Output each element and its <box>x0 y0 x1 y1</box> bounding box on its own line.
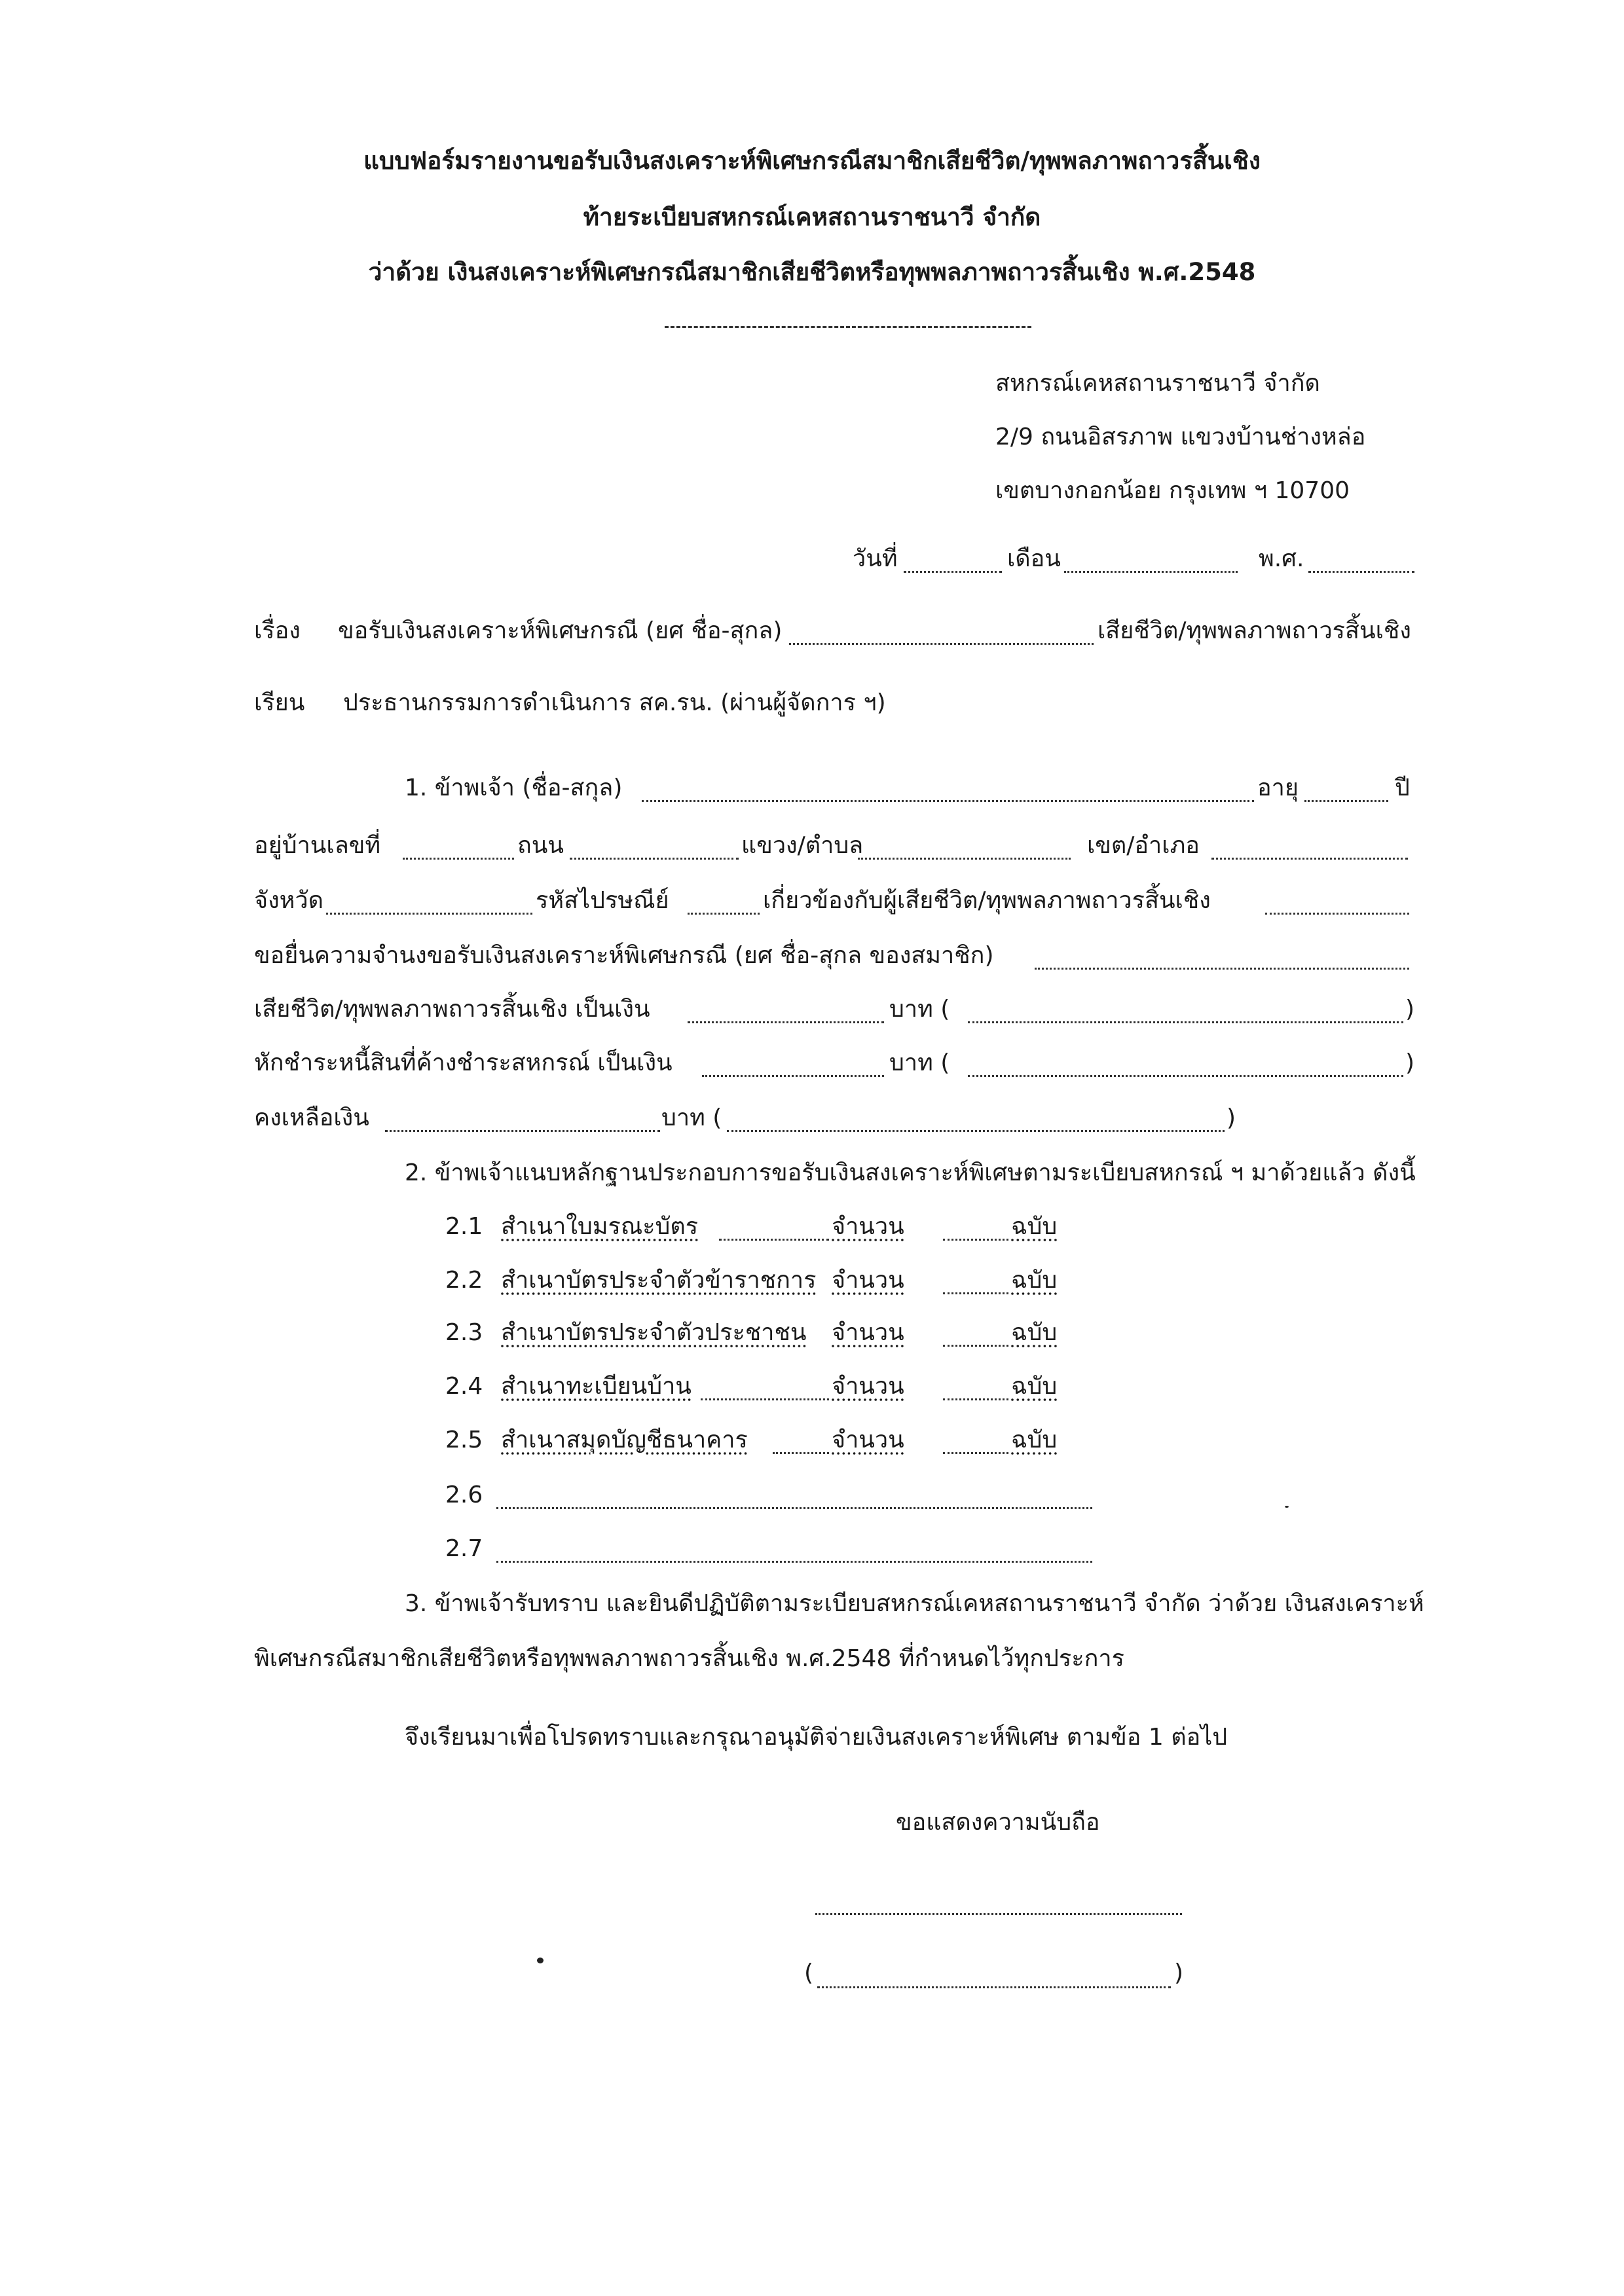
address-line3: เขตบางกอกน้อย กรุงเทพ ฯ 10700 <box>995 477 1350 504</box>
signature-field[interactable] <box>815 1913 1182 1915</box>
remain-field[interactable] <box>385 1130 660 1132</box>
attachment-other-field[interactable] <box>496 1561 1092 1563</box>
remain-baht: บาท ( <box>661 1104 722 1131</box>
deduct-field[interactable] <box>702 1075 884 1077</box>
date-day-label: วันที่ <box>853 545 898 572</box>
date-year-field[interactable] <box>1308 571 1414 573</box>
district-label: เขต/อำเภอ <box>1087 832 1200 859</box>
amount-baht: บาท ( <box>889 996 950 1023</box>
applicant-name-field[interactable] <box>642 800 1254 802</box>
attachment-qty-label: จำนวน <box>832 1373 904 1400</box>
attachments-intro: 2. ข้าพเจ้าแนบหลักฐานประกอบการขอรับเงินสงเคราะห์พิเศษตามระเบียบสหกรณ์ ฯ มาด้วยแล้ว ดังนี้ <box>405 1159 1416 1186</box>
deduct-baht: บาท ( <box>889 1049 950 1076</box>
printed-name-open-paren: ( <box>804 1959 814 1986</box>
title-separator <box>665 326 1031 328</box>
attachment-number: 2.5 <box>445 1427 483 1453</box>
subject-label: เรื่อง <box>254 617 301 644</box>
closing-request: จึงเรียนมาเพื่อโปรดทราบและกรุณาอนุมัติจ่ายเงินสงเคราะห์พิเศษ ตามข้อ 1 ต่อไป <box>405 1724 1228 1751</box>
attachment-other-field[interactable] <box>496 1507 1092 1509</box>
relation-field[interactable] <box>1265 913 1409 915</box>
request-label: ขอยื่นความจำนงขอรับเงินสงเคราะห์พิเศษกรณี (ยศ ชื่อ-สุกล ของสมาชิก) <box>254 942 994 969</box>
scan-speck <box>1285 1506 1289 1508</box>
attachment-qty-label: จำนวน <box>832 1427 904 1453</box>
attachment-number: 2.1 <box>445 1213 483 1240</box>
attachment-copy-label: ฉบับ <box>1011 1427 1058 1453</box>
date-year-label: พ.ศ. <box>1259 545 1304 572</box>
district-field[interactable] <box>1211 858 1408 860</box>
form-title-line3: ว่าด้วย เงินสงเคราะห์พิเศษกรณีสมาชิกเสียชีวิตหรือทุพพลภาพถาวรสิ้นเชิง พ.ศ.2548 <box>368 258 1256 286</box>
postcode-label: รหัสไปรษณีย์ <box>536 887 669 914</box>
address-line2: 2/9 ถนนอิสรภาพ แขวงบ้านช่างหล่อ <box>995 424 1366 450</box>
attachment-copy-label: ฉบับ <box>1011 1319 1058 1346</box>
attachment-qty-field[interactable] <box>943 1292 1008 1294</box>
attachment-number: 2.4 <box>445 1373 483 1400</box>
amount-close-paren: ) <box>1405 996 1415 1023</box>
attachment-copy-label: ฉบับ <box>1011 1213 1058 1240</box>
attachment-name-fill <box>773 1452 829 1454</box>
member-name-field[interactable] <box>1035 968 1409 970</box>
address-line1: สหกรณ์เคหสถานราชนาวี จำกัด <box>995 370 1320 397</box>
remain-label: คงเหลือเงิน <box>254 1104 369 1131</box>
amount-words-field[interactable] <box>968 1021 1403 1023</box>
form-title-line2: ท้ายระเบียบสหกรณ์เคหสถานราชนาวี จำกัด <box>583 203 1041 231</box>
deduct-label: หักชำระหนี้สินที่ค้างชำระสหกรณ์ เป็นเงิน <box>254 1049 673 1076</box>
attachment-qty-label: จำนวน <box>832 1267 904 1294</box>
attachment-qty-field[interactable] <box>943 1452 1008 1454</box>
house-number-label: อยู่บ้านเลขที่ <box>254 832 381 859</box>
attachment-name: สำเนาบัตรประจำตัวประชาชน <box>501 1319 807 1346</box>
subject-text: ขอรับเงินสงเคราะห์พิเศษกรณี (ยศ ชื่อ-สุกล) <box>338 617 783 644</box>
attachment-copy-label: ฉบับ <box>1011 1267 1058 1294</box>
attachment-number: 2.3 <box>445 1319 483 1346</box>
form-title-line1: แบบฟอร์มรายงานขอรับเงินสงเคราะห์พิเศษกรณีสมาชิกเสียชีวิต/ทุพพลภาพถาวรสิ้นเชิง <box>363 147 1261 175</box>
amount-label: เสียชีวิต/ทุพพลภาพถาวรสิ้นเชิง เป็นเงิน <box>254 996 650 1023</box>
attachment-qty-label: จำนวน <box>832 1319 904 1346</box>
attachment-qty-field[interactable] <box>943 1398 1008 1400</box>
deduct-words-field[interactable] <box>968 1075 1403 1077</box>
age-unit: ปี <box>1395 774 1410 801</box>
attachment-number: 2.7 <box>445 1535 483 1562</box>
attachment-qty-field[interactable] <box>943 1239 1008 1241</box>
deduct-close-paren: ) <box>1405 1049 1415 1076</box>
acknowledge-line2: พิเศษกรณีสมาชิกเสียชีวิตหรือทุพพลภาพถาวรสิ้นเชิง พ.ศ.2548 ที่กำหนดไว้ทุกประการ <box>254 1645 1124 1672</box>
date-month-field[interactable] <box>1064 571 1238 573</box>
province-label: จังหวัด <box>254 887 323 914</box>
subdistrict-field[interactable] <box>858 858 1071 860</box>
attachment-name: สำเนาสมุดบัญชีธนาคาร <box>501 1427 748 1453</box>
date-month-label: เดือน <box>1007 545 1061 572</box>
province-field[interactable] <box>326 913 532 915</box>
subject-suffix: เสียชีวิต/ทุพพลภาพถาวรสิ้นเชิง <box>1098 617 1411 644</box>
closing-regards: ขอแสดงความนับถือ <box>896 1809 1100 1836</box>
printed-name-field[interactable] <box>817 1986 1171 1988</box>
attachment-number: 2.6 <box>445 1482 483 1508</box>
remain-close-paren: ) <box>1227 1104 1236 1131</box>
remain-words-field[interactable] <box>727 1130 1225 1132</box>
relation-label: เกี่ยวข้องกับผู้เสียชีวิต/ทุพพลภาพถาวรสิ้นเชิง <box>763 887 1211 914</box>
postcode-field[interactable] <box>688 913 760 915</box>
attachment-qty-label: จำนวน <box>832 1213 904 1240</box>
attachment-name-fill <box>719 1239 829 1241</box>
printed-name-close-paren: ) <box>1174 1959 1184 1986</box>
house-number-field[interactable] <box>403 858 514 860</box>
road-field[interactable] <box>570 858 739 860</box>
attachment-name-fill <box>701 1398 829 1400</box>
scan-speck <box>537 1958 544 1963</box>
applicant-name-label: 1. ข้าพเจ้า (ชื่อ-สกุล) <box>405 774 623 801</box>
acknowledge-line1: 3. ข้าพเจ้ารับทราบ และยินดีปฏิบัติตามระเบียบสหกรณ์เคหสถานราชนาวี จำกัด ว่าด้วย เงินสงเคราะห์ <box>405 1590 1424 1617</box>
amount-field[interactable] <box>688 1021 884 1023</box>
attachment-qty-field[interactable] <box>943 1345 1008 1347</box>
to-text: ประธานกรรมการดำเนินการ สค.รน. (ผ่านผู้จัดการ ฯ) <box>343 689 886 716</box>
attachment-copy-label: ฉบับ <box>1011 1373 1058 1400</box>
attachment-number: 2.2 <box>445 1267 483 1294</box>
age-field[interactable] <box>1304 800 1388 802</box>
subject-member-name-field[interactable] <box>789 643 1094 645</box>
subdistrict-label: แขวง/ตำบล <box>741 832 864 859</box>
attachment-name: สำเนาใบมรณะบัตร <box>501 1213 699 1240</box>
age-label: อายุ <box>1257 774 1299 801</box>
to-label: เรียน <box>254 689 305 716</box>
attachment-name: สำเนาทะเบียนบ้าน <box>501 1373 692 1400</box>
road-label: ถนน <box>517 832 564 859</box>
date-day-field[interactable] <box>904 571 1002 573</box>
attachment-name: สำเนาบัตรประจำตัวข้าราชการ <box>501 1267 817 1294</box>
